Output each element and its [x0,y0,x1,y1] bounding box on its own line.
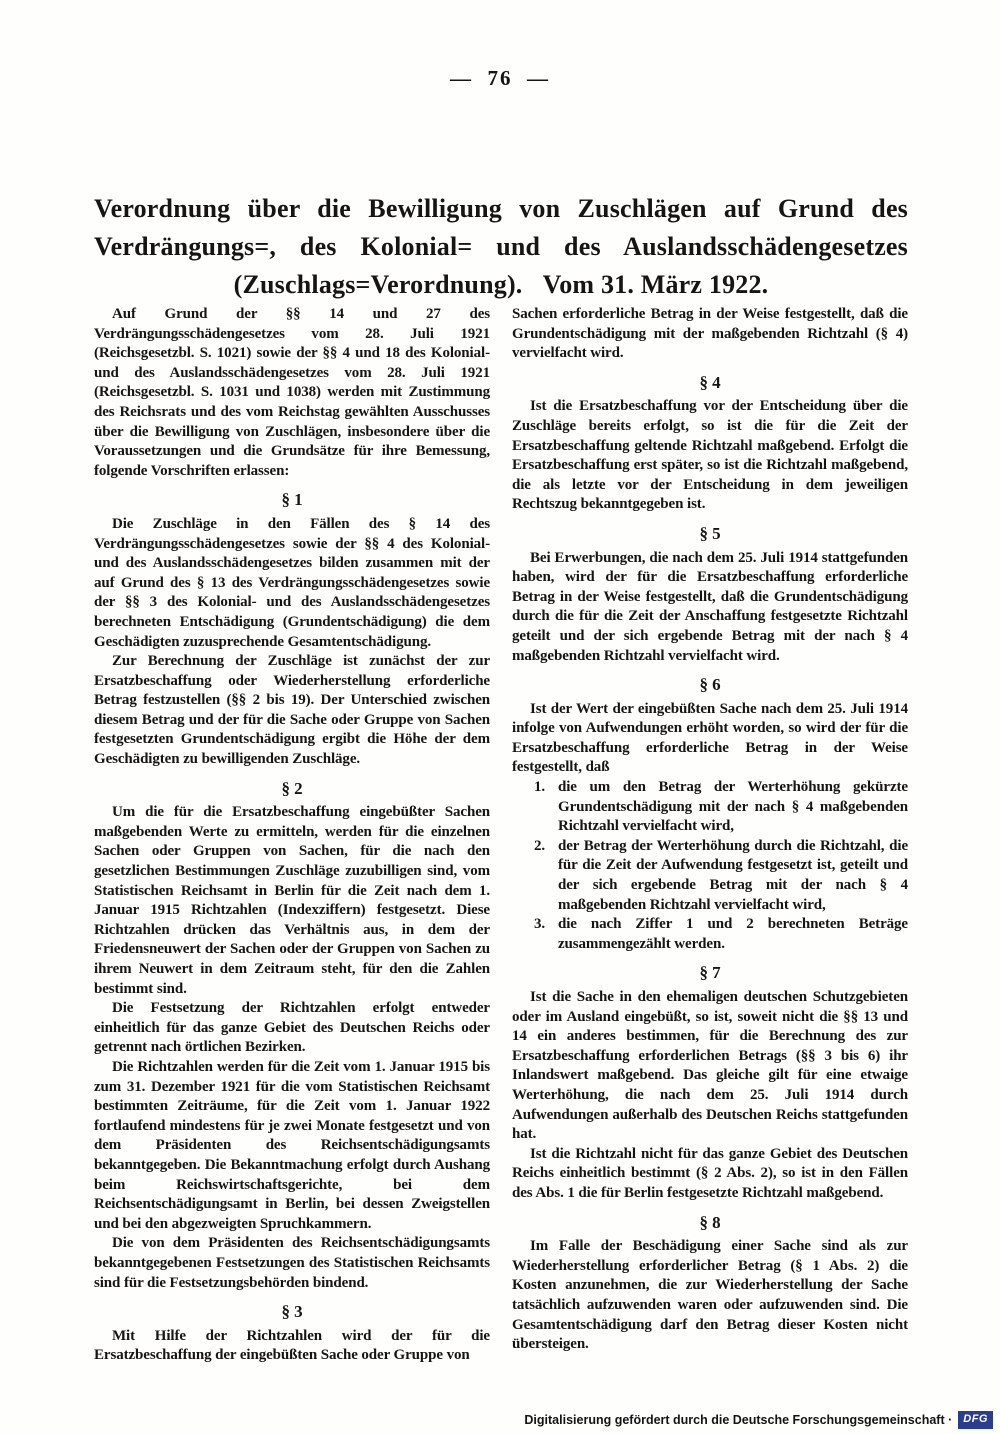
section-heading: § 5 [699,523,721,543]
section-heading: § 3 [281,1302,303,1322]
list-item-text: der Betrag der Werterhöhung durch die Richtzahl, die für die Zeit der Aufwendung festgesetzt ist, geteilt und der sich ergebende Betrag mit der nach § 4 maßgebenden Richtzahl vervielfacht wird, [558,837,908,913]
paragraph: Zur Berechnung der Zuschläge ist zunächst der zur Ersatzbeschaffung oder Wiederherstellung erforderliche Betrag festzustellen (§§ 2 bis 19). Der Unterschied zwischen diesem Betrag und der für die Sache oder Gruppe von Sachen festgesetzten Grundentschädigung ergibt die Höhe der dem Geschädigten zu bewilligenden Zuschläge. [94,653,490,768]
list-item [534,778,908,837]
paragraph: Sachen erforderliche Betrag in der Weise festgestellt, daß die Grundentschädigung mit der maßgebenden Richtzahl (§ 4) vervielfacht wird. [512,306,908,362]
list-item-text: die um den Betrag der Werterhöhung gekürzte Grundentschädigung mit der nach § 4 maßgebenden Richtzahl vervielfacht wird, [558,779,908,835]
text-columns [94,305,908,1366]
paragraph: Mit Hilfe der Richtzahlen wird der für die Ersatzbeschaffung der eingebüßten Sache oder Gruppe von [94,1327,490,1364]
paragraph: Die Richtzahlen werden für die Zeit vom 1. Januar 1915 bis zum 31. Dezember 1921 für die vom Statistischen Reichsamt bestimmten Zeiträume, für die Zeit vom 1. Januar 1922 fortlaufend mindestens für je zwei Monate festgesetzt und von dem Präsidenten des Reichsentschädigungsamts bekanntgegeben. Die Bekanntmachung erfolgt durch Aushang beim Reichswirtschaftsgerichte, bei dem Reichsentschädigungsamt in Berlin, bei dessen Zweigstellen und bei den abgezweigten Spruchkammern. [94,1058,490,1232]
list-item-number: 1. [534,779,546,796]
paragraph: Im Falle der Beschädigung einer Sache sind als zur Wiederherstellung erforderlicher Betrag (§ 1 Abs. 2) die Kosten anzunehmen, die zur Wiederherstellung der Sache tatsächlich aufzuwenden waren oder aufzuwenden sind. Die Gesamtentschädigung darf den Betrag dieser Kosten nicht übersteigen. [512,1238,908,1353]
paragraph: Bei Erwerbungen, die nach dem 25. Juli 1914 stattgefunden haben, wird der für die Ersatzbeschaffung erforderliche Betrag in der Weise festgestellt, daß die Grundentschädigung durch die für die Zeit der Anschaffung festgesetzte Richtzahl geteilt und der sich ergebende Betrag mit der nach § 4 maßgebenden Richtzahl vervielfacht wird. [512,549,908,664]
section-heading: § 4 [699,372,721,392]
list-item [534,837,908,915]
list-item-text: die nach Ziffer 1 und 2 berechneten Beträge zusammengezählt werden. [558,916,908,952]
section-heading: § 6 [699,675,721,695]
list-item-number: 2. [534,837,546,854]
section-heading: § 2 [281,778,303,798]
column-left [94,305,490,1366]
paragraph: Die von dem Präsidenten des Reichsentschädigungsamts bekanntgegebenen Festsetzungen des Statistischen Reichsamts sind für die Festsetzungsbehörden bindend. [94,1235,490,1291]
digitization-credit [524,1411,993,1429]
dfg-logo: DFG [958,1411,993,1429]
list-item [534,915,908,954]
paragraph: Ist die Ersatzbeschaffung vor der Entscheidung über die Zuschläge bereits erfolgt, so ist die für die Zeit der Ersatzbeschaffung geltende Richtzahl maßgebend. Erfolgt die Ersatzbeschaffung erst später, so ist die Richtzahl maßgebend, die als letzte vor der Entscheidung in dem jeweiligen Rechtszug bekanntgegeben ist. [512,398,908,513]
section-heading: § 7 [699,963,721,983]
page-number: — 76 — [450,66,550,90]
section-heading: § 8 [699,1212,721,1232]
digitization-credit-text: Digitalisierung gefördert durch die Deutsche Forschungsgemeinschaft · [524,1413,953,1427]
section-heading: § 1 [281,490,303,510]
list-item-number: 3. [534,916,546,933]
document-title-line: Verordnung über die Bewilligung von Zuschlägen auf Grund des [94,194,908,223]
document-title-line: Verdrängungs=, des Kolonial= und des Auslandsschädengesetzes [94,232,908,261]
paragraph: Ist die Richtzahl nicht für das ganze Gebiet des Deutschen Reichs einheitlich bestimmt (§ 2 Abs. 2), so ist in den Fällen des Abs. 1 die für Berlin festgesetzte Richtzahl maßgebend. [512,1145,908,1201]
paragraph: Die Festsetzung der Richtzahlen erfolgt entweder einheitlich für das ganze Gebiet des Deutschen Reichs oder getrennt nach örtlichen Bezirken. [94,1000,490,1056]
paragraph: Um die für die Ersatzbeschaffung eingebüßter Sachen maßgebenden Werte zu ermitteln, werden für die einzelnen Sachen oder Gruppen von Sachen, für die nach den gesetzlichen Bestimmungen Zuschläge zuzubilligen sind, vom Statistischen Reichsamt in Berlin für die Zeit nach dem 1. Januar 1915 Richtzahlen (Indexziffern) festgesetzt. Diese Richtzahlen drücken das Verhältnis aus, in dem der Friedensneuwert der Sachen oder der Gruppen von Sachen zu ihrem Neuwert in dem Zeitraum steht, für den die Zahlen bestimmt sind. [94,804,490,997]
document-title-line: (Zuschlags=Verordnung). Vom 31. März 1922. [233,270,769,299]
paragraph: Ist die Sache in den ehemaligen deutschen Schutzgebieten oder im Ausland eingebüßt, so ist, soweit nicht die §§ 13 und 14 ein anderes bestimmen, für die Berechnung des zur Ersatzbeschaffung erforderlichen Betrags (§§ 3 bis 6) ihr Inlandswert maßgebend. Das gleiche gilt für eine etwaige Werterhöhung, die nach dem 25. Juli 1914 durch Aufwendungen außerhalb des Deutschen Reichs stattgefunden hat. [512,989,908,1143]
column-right [512,305,908,1366]
numbered-list [534,778,908,954]
paragraph: Auf Grund der §§ 14 und 27 des Verdrängungsschädengesetzes vom 28. Juli 1921 (Reichsgesetzbl. S. 1021) sowie der §§ 4 und 18 des Kolonial- und des Auslandsschädengesetzes vom 28. Juli 1921 (Reichsgesetzbl. S. 1031 und 1038) werden mit Zustimmung des Reichsrats und des vom Reichstag gewählten Ausschusses über die Bewilligung von Zuschlägen, insbesondere über die Voraussetzungen und die Grundsätze für ihre Bemessung, folgende Vorschriften erlassen: [94,306,490,479]
paragraph: Ist der Wert der eingebüßten Sache nach dem 25. Juli 1914 infolge von Aufwendungen erhöht worden, so wird der für die Ersatzbeschaffung erforderliche Betrag in der Weise festgestellt, daß [512,700,908,776]
document-title [94,190,908,304]
paragraph: Die Zuschläge in den Fällen des § 14 des Verdrängungsschädengesetzes sowie der §§ 4 des Kolonial- und des Auslandsschädengesetzes bilden zusammen mit der auf Grund des § 13 des Verdrängungsschädengesetzes sowie der §§ 3 des Kolonial- und des Auslandsschädengesetzes berechneten Entschädigung (Grundentschädigung) die dem Geschädigten zuzusprechende Gesamtentschädigung. [94,515,490,650]
